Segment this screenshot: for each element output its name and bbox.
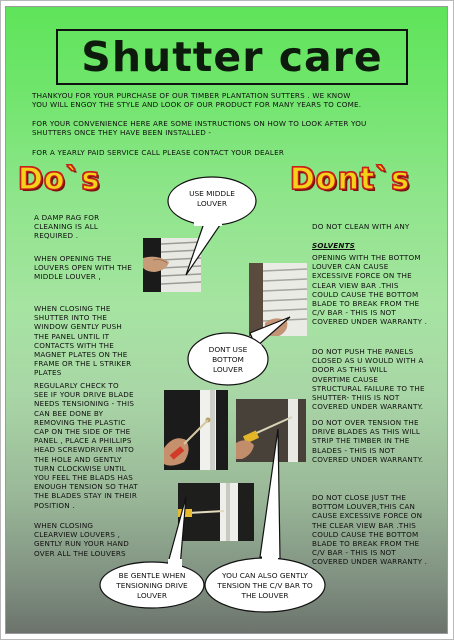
- intro-service: FOR A YEARLY PAID SERVICE CALL PLEASE CONTACT YOUR DEALER: [32, 148, 285, 157]
- flyer-sheet: [6, 7, 447, 633]
- dos-item-cleaning: A DAMP RAG FOR CLEANING IS ALL REQUIRED .: [34, 213, 100, 241]
- donts-item-solvents-text: DO NOT CLEAN WITH ANY: [312, 222, 410, 232]
- donts-item-bottom-louver: OPENING WITH THE BOTTOM LOUVER CAN CAUSE EXCESSIVE FORCE ON THE CLEAR VIEW BAR .THIS COULD CAUSE THE BOTTOM BLADE TO BREAK FROM THE C/V BAR - THIS IS NOT COVERED UNDER WARRANTY .: [312, 253, 428, 327]
- donts-item-solvents-emphasis: SOLVENTS: [312, 240, 356, 250]
- bubble-use-middle-louver: [164, 173, 260, 279]
- dos-item-closing: WHEN CLOSING THE SHUTTER INTO THE WINDOW GENTLY PUSH THE PANEL UNTIL IT CONTACTS WITH THE MAGNET PLATES ON THE FRAME OR THE L STRIKER PLATES: [34, 304, 132, 378]
- donts-item-push-panels: DO NOT PUSH THE PANELS CLOSED AS U WOULD WITH A DOOR AS THIS WILL OVERTIME CAUSE STRUCTURAL FAILURE TO THE SHUTTER- THIIS IS NOT COVERED UNDER WARRANTY.: [312, 347, 425, 412]
- bubble-dont-use-bottom-louver-text: DONT USE BOTTOM LOUVER: [208, 345, 248, 374]
- bubble-tension-cv-bar-text: YOU CAN ALSO GENTLY TENSION THE C/V BAR TO THE LOUVER: [217, 571, 313, 600]
- bubble-dont-use-bottom-louver: [182, 309, 298, 389]
- intro-convenience: FOR YOUR CONVENIENCE HERE ARE SOME INSTRUCTIONS ON HOW TO LOOK AFTER YOU SHUTTERS ONCE THEY HAVE BEEN INSTALLED -: [32, 119, 367, 138]
- bubble-use-middle-louver-text: USE MIDDLE LOUVER: [189, 189, 235, 208]
- donts-heading: Dont`s: [290, 162, 411, 197]
- bubble-tension-cv-bar: [202, 427, 330, 615]
- page-title: Shutter care: [81, 33, 383, 81]
- donts-item-over-tension: DO NOT OVER TENSION THE DRIVE BLADES AS THIS WILL STRIP THE TIMBER IN THE BLADES - THIS IS NOT COVERED UNDER WARRANTY.: [312, 418, 424, 464]
- donts-item-close-bottom: DO NOT CLOSE JUST THE BOTTOM LOUVER,THIS CAN CAUSE EXCESSIVE FORCE ON THE CLEAR VIEW BAR .THIS COULD CAUSE THE BOTTOM BLADE TO BREAK FROM THE C/V BAR - THIS IS NOT COVERED UNDER WARRANTY .: [312, 493, 428, 567]
- bubble-be-gentle-text: BE GENTLE WHEN TENSIONING DRIVE LOUVER: [116, 571, 188, 600]
- donts-item-solvents: [312, 213, 442, 250]
- dos-item-clearview: WHEN CLOSING CLEARVIEW LOUVERS , GENTLY RUN YOUR HAND OVER ALL THE LOUVERS: [34, 521, 129, 558]
- bubble-be-gentle: [96, 493, 208, 611]
- dos-item-tensioning: REGULARLY CHECK TO SEE IF YOUR DRIVE BLADE NEEDS TENSIONING - THIS CAN BEE DONE BY REMOVING THE PLASTIC CAP ON THE SIDE OF THE PANEL , PLACE A PHILLIPS HEAD SCREWDRIVER INTO THE HOLE AND GENTLY TURN CLOCKWISE UNTIL YOU FEEL THE BLADS HAS ENOUGH TENSION SO THAT THE BLADES STAY IN THEIR POSITION .: [34, 381, 138, 510]
- dos-item-opening: WHEN OPENING THE LOUVERS OPEN WITH THE MIDDLE LOUVER ,: [34, 254, 133, 282]
- title-box: [56, 29, 408, 85]
- intro-thanks: THANKYOU FOR YOUR PURCHASE OF OUR TIMBER PLANTATION SUTTERS . WE KNOW YOU WILL ENGOY THE STYLE AND LOOK OF OUR PRODUCT FOR MANY YEARS TO COME.: [32, 91, 362, 110]
- dos-heading: Do`s: [18, 162, 101, 197]
